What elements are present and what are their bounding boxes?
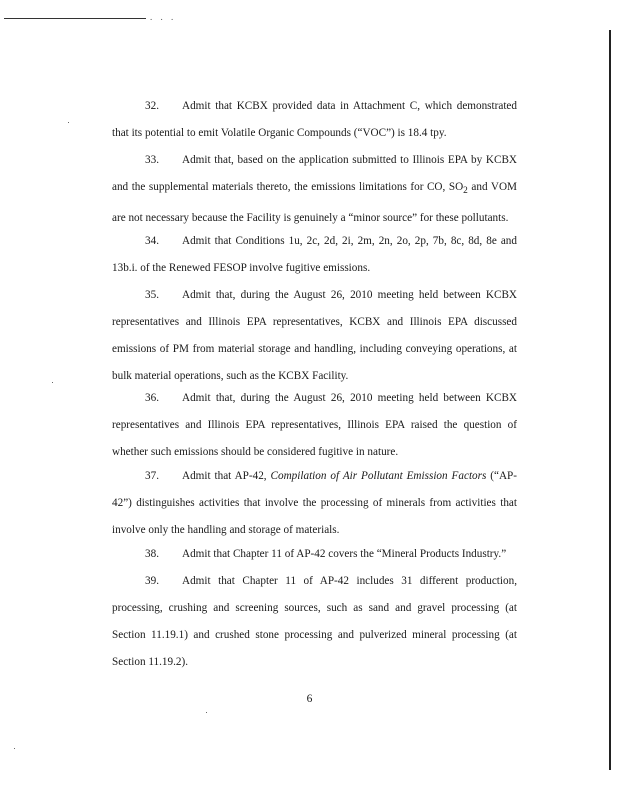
paragraph-number: 32. [145, 100, 159, 112]
paragraph-text-before: Admit that, based on the application submitted to Illinois EPA by KCBX and the supplemental materials thereto, the emissions limitations for CO, SO [112, 154, 517, 193]
paragraph-number: 38. [145, 548, 159, 560]
paragraph-33 [112, 147, 517, 232]
paragraph-text-before: Admit that AP-42, [182, 470, 271, 482]
publication-title: Compilation of Air Pollutant Emission Factors [270, 470, 487, 482]
paragraph-39 [112, 568, 517, 676]
paragraph-text-after: (“AP-42”) distinguishes activities that involve the processing of minerals from activities that involve only the handling and storage of materials. [112, 470, 517, 536]
paragraph-38 [112, 541, 517, 568]
scan-speck [206, 712, 207, 713]
paragraph-number: 35. [145, 289, 159, 301]
paragraph-number: 33. [145, 154, 159, 166]
paragraph-36 [112, 385, 517, 466]
paragraph-number: 34. [145, 235, 159, 247]
scan-speck [68, 122, 69, 123]
subscript-two: 2 [463, 186, 468, 197]
paragraph-text: Admit that, during the August 26, 2010 meeting held between KCBX representatives and Illinois EPA representatives, KCBX and Illinois EPA discussed emissions of PM from material storage and handling, including conveying operations, at bulk material operations, such as the KCBX Facility. [112, 289, 517, 382]
paragraph-text: Admit that Chapter 11 of AP-42 covers the “Mineral Products Industry.” [182, 548, 507, 560]
paragraph-text: Admit that Conditions 1u, 2c, 2d, 2i, 2m, 2n, 2o, 2p, 7b, 8c, 8d, 8e and 13b.i. of the Renewed FESOP involve fugitive emissions. [112, 235, 517, 274]
paragraph-35 [112, 282, 517, 390]
top-dots: . . . [150, 12, 177, 22]
scan-speck [52, 382, 53, 383]
scan-speck [14, 748, 15, 749]
paragraph-37 [112, 463, 517, 544]
paragraph-34 [112, 228, 517, 282]
page-number: 6 [306, 693, 313, 705]
scan-edge-line [609, 30, 611, 770]
paragraph-number: 37. [145, 470, 159, 482]
paragraph-32 [112, 93, 517, 147]
paragraph-text-after: and VOM are not necessary because the Facility is genuinely a “minor source” for these pollutants. [112, 181, 517, 225]
paragraph-text: Admit that KCBX provided data in Attachment C, which demonstrated that its potential to emit Volatile Organic Compounds (“VOC”) is 18.4 tpy. [112, 100, 517, 139]
paragraph-text: Admit that, during the August 26, 2010 meeting held between KCBX representatives and Illinois EPA representatives, Illinois EPA raised the question of whether such emissions should be considered fugitive in nature. [112, 392, 517, 458]
paragraph-number: 39. [145, 575, 159, 587]
top-rule [4, 18, 146, 19]
paragraph-number: 36. [145, 392, 159, 404]
paragraph-text: Admit that Chapter 11 of AP-42 includes 31 different production, processing, crushing and screening sources, such as sand and gravel processing (at Section 11.19.1) and crushed stone processing and pulverized mineral processing (at Section 11.19.2). [112, 575, 517, 668]
